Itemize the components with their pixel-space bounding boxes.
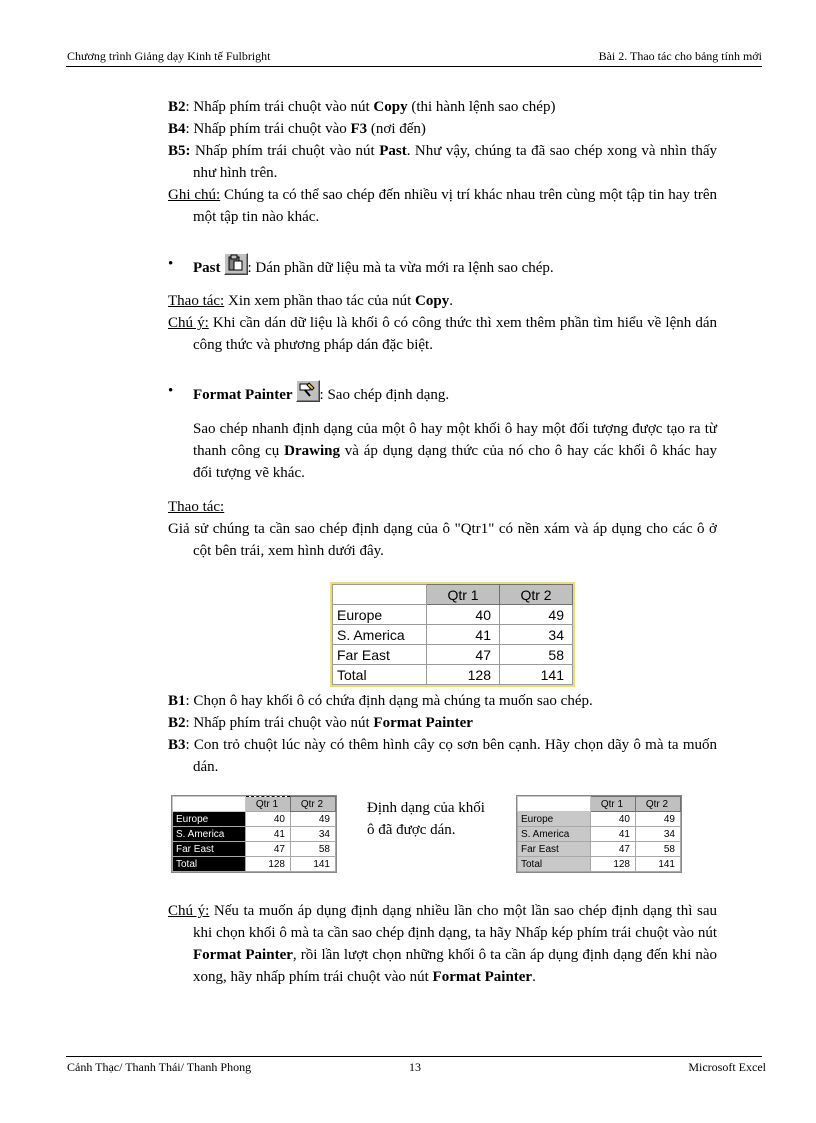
fp-operation-label: Thao tác: bbox=[168, 499, 225, 515]
table-row: Total 128 141 bbox=[518, 857, 681, 872]
excel-table-result: Qtr 1 Qtr 2 Europe 40 49 S. America 41 34 Far East 47 58 Total 128 141 bbox=[516, 795, 682, 873]
format-painter-details bbox=[168, 418, 717, 562]
step-b2: B2: Nhấp phím trái chuột vào nút Copy (thi hành lệnh sao chép) bbox=[168, 99, 556, 115]
header-left: Chương trình Giảng dạy Kinh tế Fulbright bbox=[67, 49, 271, 63]
table-row: Europe 40 49 bbox=[518, 812, 681, 827]
final-note bbox=[168, 900, 717, 988]
column-header: Qtr 2 bbox=[500, 585, 573, 605]
final-caution: Chú ý: Nếu ta muốn áp dụng định dạng nhiều lần cho một lần sao chép định dạng thì sau khi chọn khối ô mà ta cần sao chép định dạng, ta hãy Nhấp kép phím trái chuột vào nút Format Painter, rồi lần lượt chọn những khối ô ta cần áp dụng định dạng đến khi nào xong, hãy nhấp phím trái chuột vào nút Format Painter. bbox=[168, 903, 717, 985]
table-row: Europe 40 49 bbox=[173, 812, 336, 827]
step-b2-fp: B2: Nhấp phím trái chuột vào nút Format Painter bbox=[168, 715, 473, 731]
footer-rule bbox=[66, 1056, 762, 1057]
past-caution: Chú ý: Khi cần dán dữ liệu là khối ô có công thức thì xem thêm phần tìm hiểu về lệnh dán công thức và phương pháp dán đặc biệt. bbox=[168, 315, 717, 353]
table-row: Far East 47 58 bbox=[518, 842, 681, 857]
page-footer bbox=[67, 1060, 766, 1076]
page-number: 13 bbox=[409, 1060, 421, 1074]
step-b3: B3: Con trỏ chuột lúc này có thêm hình cây cọ sơn bên cạnh. Hãy chọn dãy ô mà ta muốn dán. bbox=[168, 737, 717, 775]
step-b4: B4: Nhấp phím trái chuột vào F3 (nơi đến) bbox=[168, 121, 426, 137]
steps-top bbox=[168, 96, 717, 228]
figure-caption: Định dạng của khối ô đã được dán. bbox=[367, 800, 485, 838]
table-row: Europe 40 49 bbox=[333, 605, 573, 625]
format-painter-brush-icon bbox=[296, 380, 320, 402]
column-header: Qtr 1 bbox=[427, 585, 500, 605]
excel-table-selecting: Qtr 1 Qtr 2 Europe 40 49 S. America 41 34 Far East 47 58 Total 128 141 bbox=[171, 795, 337, 873]
format-painter-description: Sao chép nhanh định dạng của một ô hay một khối ô hay một đối tượng được tạo ra từ thanh công cụ Drawing và áp dụng dạng thức của nó cho ô hay các khối ô khác hay đối tượng vẽ khác. bbox=[193, 421, 717, 481]
table-row: Total 128 141 bbox=[333, 665, 573, 685]
table-corner bbox=[333, 585, 427, 605]
step-b1: B1: Chọn ô hay khối ô có chứa định dạng mà chúng ta muốn sao chép. bbox=[168, 693, 593, 709]
excel-table-example bbox=[330, 582, 575, 687]
header-rule bbox=[66, 66, 762, 67]
table-header-row bbox=[333, 585, 573, 605]
steps-bottom bbox=[168, 690, 717, 778]
past-details bbox=[168, 290, 717, 356]
step-b5: B5: Nhấp phím trái chuột vào nút Past. Như vậy, chúng ta đã sao chép xong và nhìn thấy như hình trên. bbox=[168, 143, 717, 181]
footer-authors: Cảnh Thạc/ Thanh Thái/ Thanh Phong bbox=[67, 1060, 252, 1074]
past-operation: Thao tác: Xin xem phần thao tác của nút Copy. bbox=[168, 293, 453, 309]
table-row: Far East 47 58 bbox=[173, 842, 336, 857]
table-row: S. America 41 34 bbox=[333, 625, 573, 645]
paste-clipboard-icon bbox=[224, 253, 248, 275]
footer-product: Microsoft Excel bbox=[688, 1060, 766, 1074]
page-header bbox=[67, 49, 762, 65]
fp-assumption: Giả sử chúng ta cần sao chép định dạng của ô "Qtr1" có nền xám và áp dụng cho các ô ở cột bên trái, xem hình dưới đây. bbox=[168, 521, 717, 559]
table-row: S. America 41 34 bbox=[173, 827, 336, 842]
header-right: Bài 2. Thao tác cho bảng tính mới bbox=[598, 49, 762, 63]
table-row: S. America 41 34 bbox=[518, 827, 681, 842]
table-row: Far East 47 58 bbox=[333, 645, 573, 665]
note-copy: Ghi chú: Chúng ta có thể sao chép đến nhiều vị trí khác nhau trên cùng một tập tin hay trên một tập tin nào khác. bbox=[168, 187, 718, 225]
table-row: Total 128 141 bbox=[173, 857, 336, 872]
